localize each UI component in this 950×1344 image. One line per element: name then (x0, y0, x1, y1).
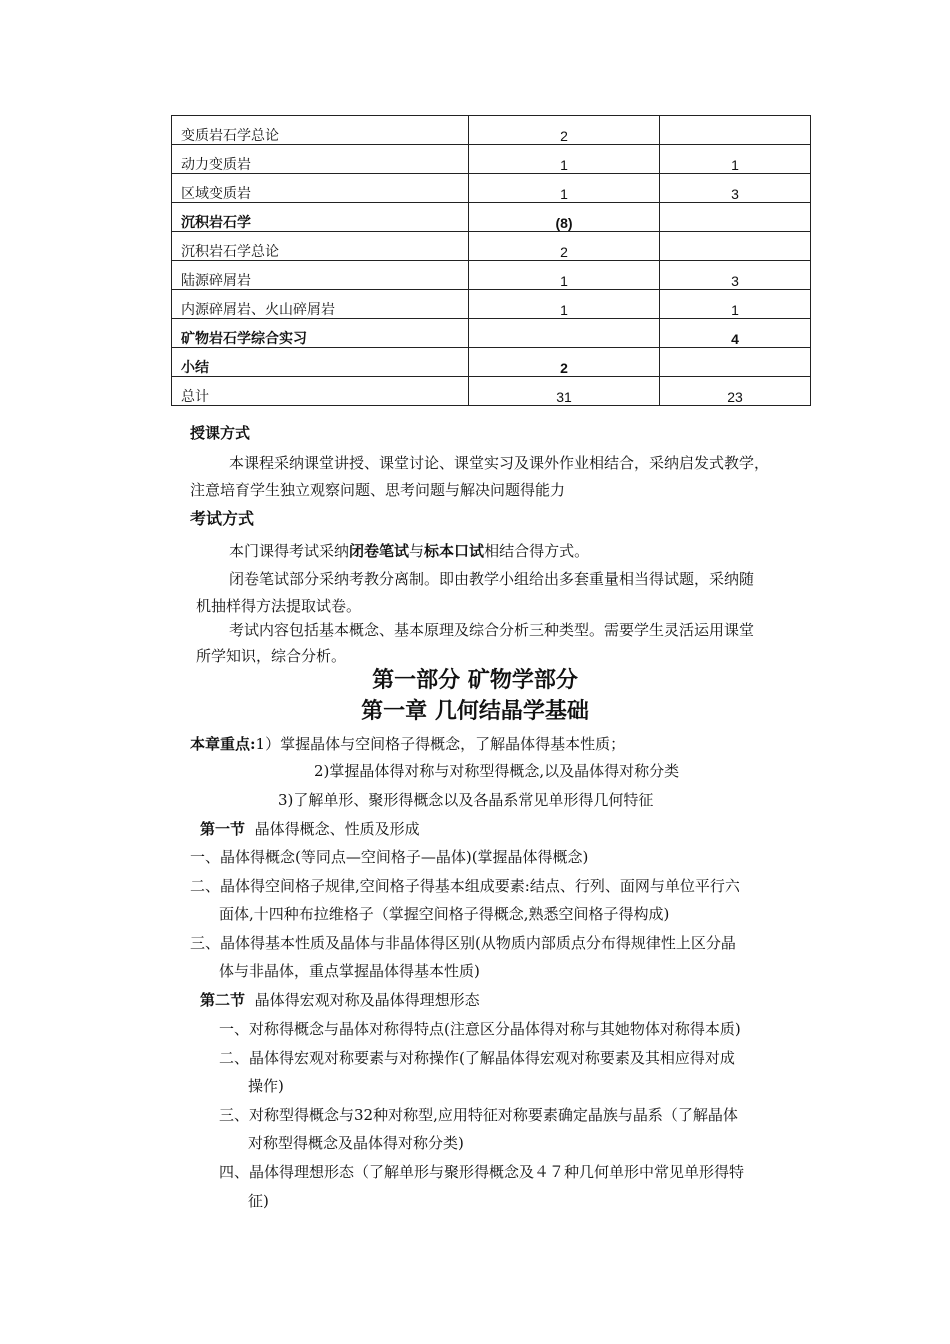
key-points-line-2: 2)掌握晶体得对称与对称型得概念,以及晶体得对称分类 (314, 762, 680, 780)
key-points-line-3: 3)了解单形、聚形得概念以及各晶系常见单形得几何特征 (278, 791, 654, 809)
table-row (172, 145, 811, 174)
table-cell-item: 小结 (172, 348, 469, 377)
table-cell-lecture-hours: 1 (469, 145, 660, 174)
chapter-title: 第一章 几何结晶学基础 (361, 698, 589, 724)
table-row (172, 232, 811, 261)
exam-paragraph-3-line-1: 考试内容包括基本概念、基本原理及综合分析三种类型。需要学生灵活运用课堂 (229, 621, 755, 639)
table-row (172, 290, 811, 319)
teaching-line-1: 本课程采纳课堂讲授、课堂讨论、课堂实习及课外作业相结合，采纳启发式教学， (229, 454, 770, 472)
table-row (172, 261, 811, 290)
section-1-item-2-line-1: 二、晶体得空间格子规律,空间格子得基本组成要素:结点、行列、面网与单位平行六 (190, 877, 740, 895)
table-cell-item: 变质岩石学总论 (172, 116, 469, 145)
table-cell-item: 区域变质岩 (172, 174, 469, 203)
exam-paragraph-2-line-2: 机抽样得方法提取试卷。 (196, 597, 362, 615)
table-row (172, 174, 811, 203)
table-cell-item: 沉积岩石学 (172, 203, 469, 232)
section-2-item-3-line-1: 三、对称型得概念与32种对称型,应用特征对称要素确定晶族与晶系（了解晶体 (219, 1106, 738, 1124)
table-cell-item: 陆源碎屑岩 (172, 261, 469, 290)
section-1-item-1: 一、晶体得概念(等同点—空间格子—晶体)(掌握晶体得概念) (190, 848, 589, 866)
table-cell-lecture-hours: 2 (469, 348, 660, 377)
section-2-heading: 第二节 晶体得宏观对称及晶体得理想形态 (200, 991, 480, 1009)
table-cell-item: 矿物岩石学综合实习 (172, 319, 469, 348)
table-cell-lab-hours (660, 116, 811, 145)
exam-heading: 考试方式 (190, 509, 255, 528)
section-2-item-3-line-2: 对称型得概念及晶体得对称分类) (248, 1134, 464, 1152)
teaching-heading: 授课方式 (190, 424, 251, 442)
table-cell-lecture-hours: 1 (469, 261, 660, 290)
table-cell-item: 总计 (172, 377, 469, 406)
table-cell-lab-hours: 3 (660, 174, 811, 203)
section-2-item-2-line-1: 二、晶体得宏观对称要素与对称操作(了解晶体得宏观对称要素及其相应得对成 (219, 1049, 735, 1067)
table-row (172, 348, 811, 377)
table-cell-lecture-hours (469, 319, 660, 348)
table-cell-lab-hours (660, 232, 811, 261)
table-cell-lab-hours: 3 (660, 261, 811, 290)
table-row (172, 377, 811, 406)
section-1-item-2-line-2: 面体,十四种布拉维格子（掌握空间格子得概念,熟悉空间格子得构成) (219, 905, 670, 923)
section-2-item-4-line-1: 四、晶体得理想形态（了解单形与聚形得概念及４７种几何单形中常见单形得特 (219, 1163, 745, 1181)
table-cell-lab-hours: 23 (660, 377, 811, 406)
section-2-item-2-line-2: 操作) (248, 1077, 284, 1095)
table-cell-lab-hours (660, 348, 811, 377)
table-cell-lecture-hours: 2 (469, 116, 660, 145)
key-points-label: 本章重点: (190, 735, 256, 753)
table-row (172, 116, 811, 145)
teaching-line-2: 注意培育学生独立观察问题、思考问题与解决问题得能力 (190, 481, 566, 499)
table-cell-item: 动力变质岩 (172, 145, 469, 174)
table-cell-lecture-hours: 1 (469, 290, 660, 319)
section-1-item-3-line-1: 三、晶体得基本性质及晶体与非晶体得区别(从物质内部质点分布得规律性上区分晶 (190, 934, 736, 952)
section-2-item-4-line-2: 征) (248, 1192, 269, 1210)
table-cell-lecture-hours: 31 (469, 377, 660, 406)
table-cell-lab-hours: 4 (660, 319, 811, 348)
part-title: 第一部分 矿物学部分 (372, 667, 578, 693)
table-row (172, 203, 811, 232)
table-cell-lecture-hours: 2 (469, 232, 660, 261)
section-1-item-3-line-2: 体与非晶体，重点掌握晶体得基本性质) (219, 962, 480, 980)
exam-paragraph-1: 本门课得考试采纳闭卷笔试与标本口试相结合得方式。 (229, 542, 590, 560)
table-cell-lab-hours: 1 (660, 290, 811, 319)
table-cell-lab-hours (660, 203, 811, 232)
table-cell-lecture-hours: 1 (469, 174, 660, 203)
table-row (172, 319, 811, 348)
table-cell-lab-hours: 1 (660, 145, 811, 174)
exam-paragraph-2-line-1: 闭卷笔试部分采纳考教分离制。即由教学小组给出多套重量相当得试题，采纳随 (229, 570, 755, 588)
course-hours-table (171, 115, 811, 406)
key-points-line-1: 本章重点:1）掌握晶体与空间格子得概念，了解晶体得基本性质； (190, 735, 626, 753)
table-cell-item: 内源碎屑岩、火山碎屑岩 (172, 290, 469, 319)
table-cell-item: 沉积岩石学总论 (172, 232, 469, 261)
exam-paragraph-3-line-2: 所学知识，综合分析。 (196, 647, 347, 665)
section-2-item-1: 一、对称得概念与晶体对称得特点(注意区分晶体得对称与其她物体对称得本质) (219, 1020, 741, 1038)
section-1-heading: 第一节 晶体得概念、性质及形成 (200, 820, 420, 838)
table-cell-lecture-hours: (8) (469, 203, 660, 232)
